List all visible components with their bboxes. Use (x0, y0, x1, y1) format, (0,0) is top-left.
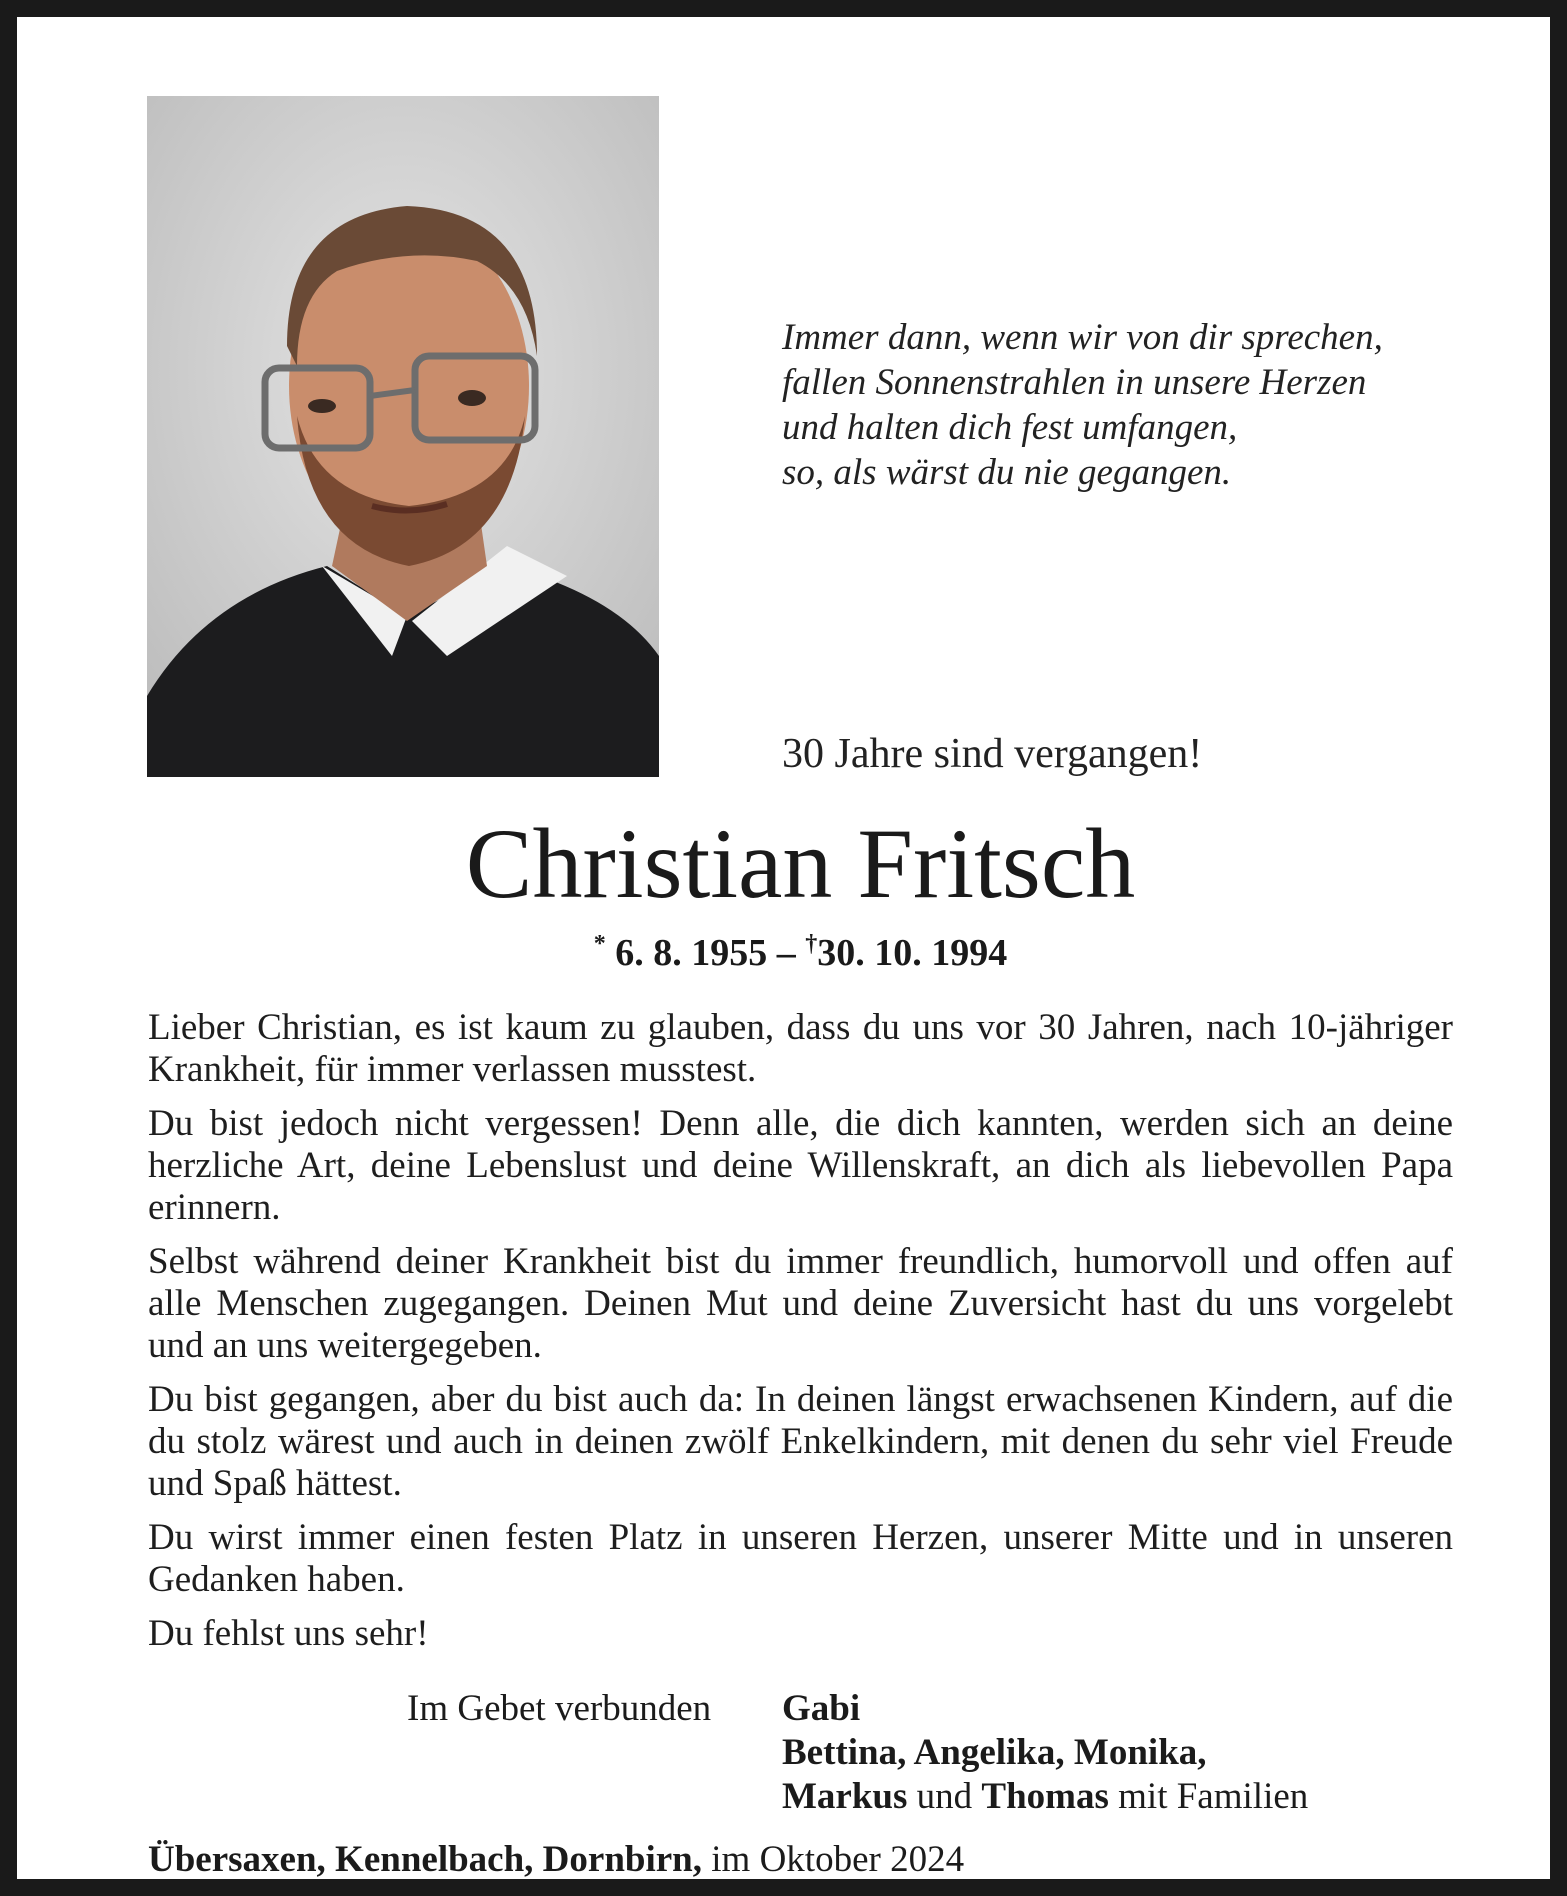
place-date-line (148, 1838, 964, 1882)
signer-line: Gabi (782, 1688, 861, 1729)
anniversary-heading: 30 Jahre sind vergangen! (782, 731, 1203, 777)
signer-line: Bettina, Angelika, Monika, (782, 1732, 1207, 1773)
memorial-text (148, 1007, 1453, 1667)
paragraph: Du wirst immer einen festen Platz in unseren Herzen, unserer Mitte und in unseren Gedanken haben. (148, 1517, 1453, 1600)
memorial-poem (782, 315, 1502, 495)
birth-date: 6. 8. 1955 (615, 932, 768, 974)
deceased-name: Christian Fritsch (465, 808, 1136, 919)
poem-line: so, als wärst du nie gegangen. (782, 452, 1232, 493)
date-separator: – (776, 932, 796, 974)
paragraph: Du bist gegangen, aber du bist auch da: In deinen längst erwachsenen Kindern, auf die du stolz wärest und auch in deinen zwölf Enkelkindern, mit denen du sehr viel Freude und Spaß hättest. (148, 1379, 1453, 1504)
signer-connector: und (907, 1776, 982, 1817)
paragraph: Selbst während deiner Krankheit bist du immer freundlich, humorvoll und offen auf alle Menschen zugegangen. Deinen Mut und deine Zuversicht hast du uns vorgelebt und an uns weitergegeben. (148, 1241, 1453, 1366)
poem-line: fallen Sonnenstrahlen in unsere Herzen (782, 362, 1367, 403)
portrait-photo (147, 96, 659, 777)
life-dates (17, 930, 1567, 976)
poem-line: Immer dann, wenn wir von dir sprechen, (782, 317, 1383, 358)
signature-label: Im Gebet verbunden (407, 1688, 712, 1729)
signers (782, 1687, 1308, 1819)
paragraph: Du bist jedoch nicht vergessen! Denn alle, die dich kannten, werden sich an deine herzliche Art, deine Lebenslust und deine Willenskraft, an dich als liebevollen Papa erinnern. (148, 1103, 1453, 1228)
signer-suffix: mit Familien (1108, 1776, 1309, 1817)
paragraph: Du fehlst uns sehr! (148, 1613, 429, 1654)
publication-date: im Oktober 2024 (702, 1839, 965, 1880)
birth-symbol: * (593, 931, 606, 957)
signer-name: Thomas (981, 1776, 1109, 1817)
signer-line (782, 1775, 1308, 1819)
death-symbol: † (805, 931, 818, 957)
signer-name: Markus (782, 1776, 908, 1817)
portrait-illustration (147, 96, 659, 777)
paragraph: Lieber Christian, es ist kaum zu glauben, dass du uns vor 30 Jahren, nach 10-jähriger Krankheit, für immer verlassen musstest. (148, 1007, 1453, 1090)
poem-line: und halten dich fest umfangen, (782, 407, 1238, 448)
death-date: 30. 10. 1994 (817, 932, 1008, 974)
place-towns: Übersaxen, Kennelbach, Dornbirn, (148, 1839, 703, 1880)
